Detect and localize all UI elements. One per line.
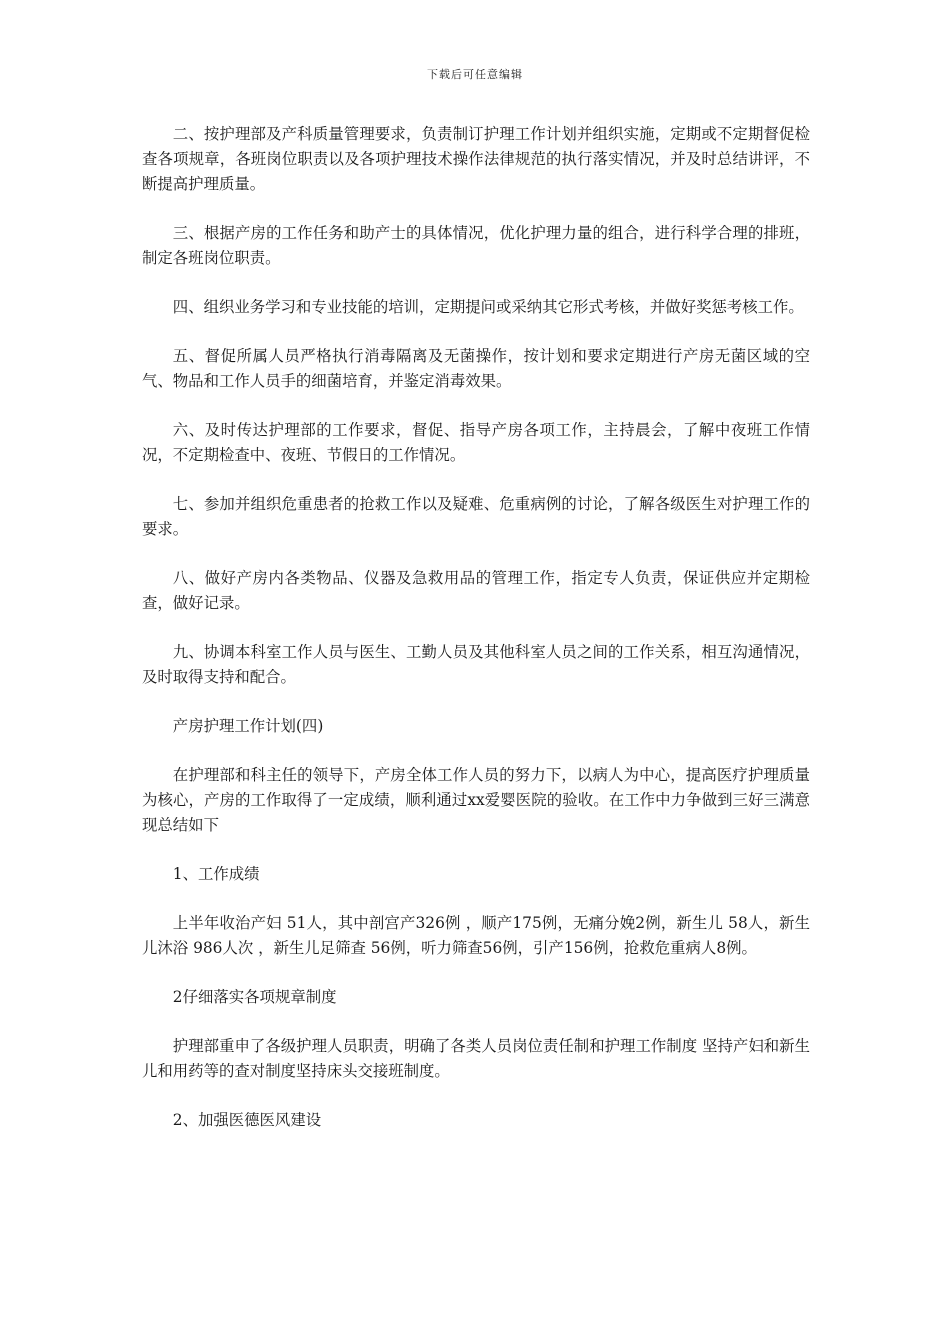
header-note: 下载后可任意编辑 (427, 68, 523, 81)
subheading-regulations: 2仔细落实各项规章制度 (172, 988, 337, 1006)
paragraph-4: 四、组织业务学习和专业技能的培训，定期提问或采纳其它形式考核，并做好奖惩考核工作。 (172, 298, 804, 316)
summary-intro: 在护理部和科主任的领导下，产房全体工作人员的努力下，以病人为中心，提高医疗护理质量为核心，产房的工作取得了一定成绩，顺利通过xx爱婴医院的验收。在工作中力争做到三好三满意现总结如下 (142, 766, 810, 834)
paragraph-7: 七、参加并组织危重患者的抢救工作以及疑难、危重病例的讨论，了解各级医生对护理工作的要求。 (142, 495, 810, 538)
paragraph-5: 五、督促所属人员严格执行消毒隔离及无菌操作，按计划和要求定期进行产房无菌区域的空气、物品和工作人员手的细菌培育，并鉴定消毒效果。 (142, 347, 810, 390)
paragraph-8: 八、做好产房内各类物品、仪器及急救用品的管理工作，指定专人负责，保证供应并定期检查，做好记录。 (142, 569, 810, 612)
paragraph-2: 二、按护理部及产科质量管理要求，负责制订护理工作计划并组织实施，定期或不定期督促检查各项规章，各班岗位职责以及各项护理技术操作法律规范的执行落实情况，并及时总结讲评，不断提高护理质量。 (142, 125, 810, 193)
section-title: 产房护理工作计划(四) (172, 717, 324, 735)
paragraph-3: 三、根据产房的工作任务和助产士的具体情况，优化护理力量的组合，进行科学合理的排班，制定各班岗位职责。 (142, 224, 810, 267)
paragraph-6: 六、及时传达护理部的工作要求，督促、指导产房各项工作，主持晨会，了解中夜班工作情况，不定期检查中、夜班、节假日的工作情况。 (142, 421, 810, 464)
subheading-ethics: 2、加强医德医风建设 (172, 1111, 322, 1129)
work-results-text: 上半年收治产妇 51人，其中剖宫产326例 ，顺产175例，无痛分娩2例，新生儿 58人，新生儿沐浴 986人次 ，新生儿足筛查 56例，听力筛查56例，引产156例，抢救危重病人8例。 (142, 914, 810, 957)
paragraph-9: 九、协调本科室工作人员与医生、工勤人员及其他科室人员之间的工作关系，相互沟通情况，及时取得支持和配合。 (142, 643, 810, 686)
subheading-work-results: 1、工作成绩 (172, 865, 260, 883)
regulations-text: 护理部重申了各级护理人员职责，明确了各类人员岗位责任制和护理工作制度 坚持产妇和新生儿和用药等的查对制度坚持床头交接班制度。 (142, 1037, 810, 1080)
document-body (142, 122, 810, 1157)
